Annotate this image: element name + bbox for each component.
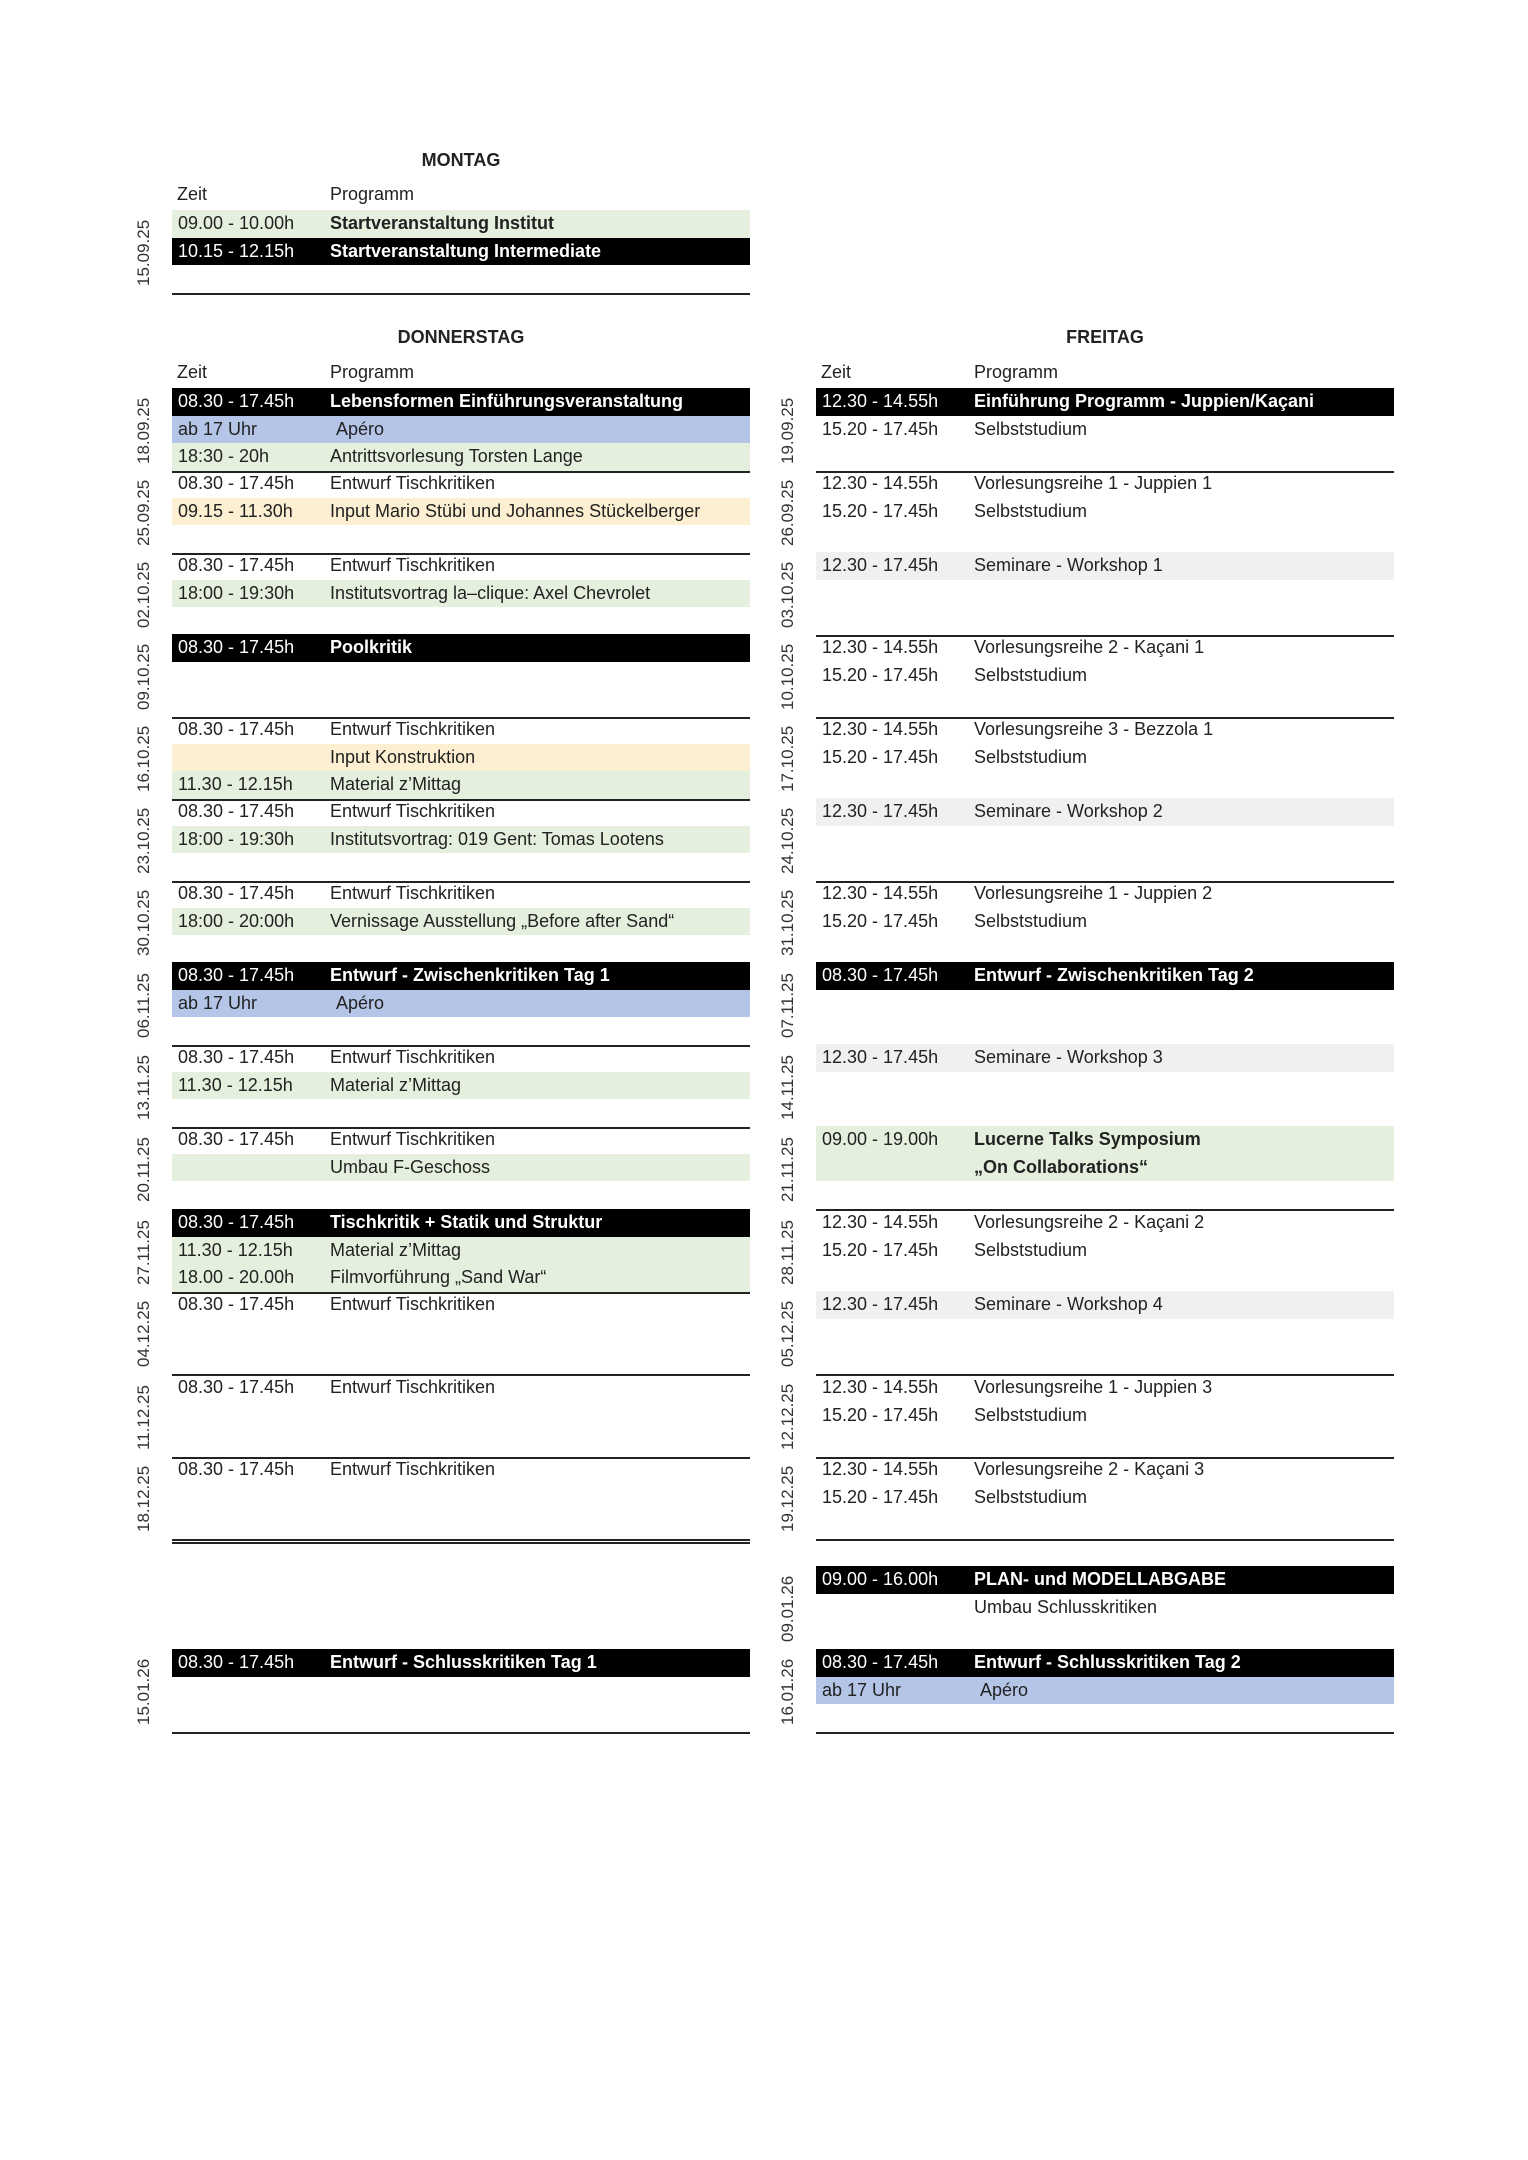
schedule-row <box>816 962 1394 990</box>
row-time: 08.30 - 17.45h <box>178 1459 295 1479</box>
day-date: 18.12.25 <box>134 1465 153 1532</box>
row-program: Vorlesungsreihe 3 - Bezzola 1 <box>974 719 1214 739</box>
row-time: 12.30 - 17.45h <box>822 801 939 821</box>
row-program: Vorlesungsreihe 2 - Kaçani 2 <box>974 1212 1205 1232</box>
day-block <box>172 1649 750 1677</box>
row-time: 08.30 - 17.45h <box>178 1294 295 1314</box>
row-time: 08.30 - 17.45h <box>178 719 295 739</box>
schedule-row <box>816 744 1394 772</box>
schedule-row <box>172 826 750 854</box>
row-program: Vorlesungsreihe 2 - Kaçani 3 <box>974 1459 1205 1479</box>
schedule-row <box>172 1126 750 1154</box>
day-date: 28.11.25 <box>778 1220 797 1285</box>
row-time: 15.20 - 17.45h <box>822 746 939 767</box>
row-time: 12.30 - 17.45h <box>822 555 939 575</box>
schedule-row <box>172 634 750 662</box>
day-block <box>816 1566 1394 1621</box>
day-block <box>816 470 1394 525</box>
row-program: Selbststudium <box>974 1486 1088 1507</box>
schedule-row <box>816 1044 1394 1072</box>
day-block <box>816 1044 1394 1072</box>
row-program: Selbststudium <box>974 1239 1088 1260</box>
day-block <box>172 634 750 662</box>
schedule-row <box>816 716 1394 744</box>
row-time: 10.15 - 12.15h <box>178 240 295 261</box>
day-date: 26.09.25 <box>778 479 797 546</box>
schedule-row <box>172 238 750 266</box>
row-program: Entwurf Tischkritiken <box>330 801 496 821</box>
schedule-row <box>172 210 750 238</box>
column-separator <box>172 1542 750 1544</box>
row-time: 08.30 - 17.45h <box>178 1129 295 1149</box>
row-time: 08.30 - 17.45h <box>178 391 295 411</box>
day-date: 12.12.25 <box>778 1383 797 1450</box>
row-time: 15.20 - 17.45h <box>822 500 939 521</box>
schedule-row <box>172 470 750 498</box>
day-date: 30.10.25 <box>134 889 153 956</box>
day-separator <box>816 1539 1394 1541</box>
day-date: 03.10.25 <box>778 561 797 628</box>
row-program: Startveranstaltung Institut <box>330 213 555 233</box>
freitag-col-time: Zeit <box>821 362 852 382</box>
row-time: 12.30 - 17.45h <box>822 1047 939 1067</box>
row-program: Seminare - Workshop 3 <box>974 1047 1163 1067</box>
schedule-row <box>172 498 750 526</box>
day-block <box>816 1291 1394 1319</box>
schedule-row <box>172 1209 750 1237</box>
row-time: 12.30 - 14.55h <box>822 883 939 903</box>
schedule-row <box>172 1044 750 1072</box>
row-time: 09.00 - 19.00h <box>822 1129 939 1149</box>
schedule-row <box>172 580 750 608</box>
schedule-row <box>816 1566 1394 1594</box>
day-date: 15.01.26 <box>134 1658 153 1725</box>
schedule-row <box>172 1456 750 1484</box>
day-block <box>816 880 1394 935</box>
row-time: 08.30 - 17.45h <box>822 1652 939 1672</box>
row-program: Entwurf Tischkritiken <box>330 555 496 575</box>
row-program: „On Collaborations“ <box>974 1156 1149 1177</box>
row-program: Selbststudium <box>974 1404 1088 1425</box>
day-block <box>172 1044 750 1099</box>
row-program: Umbau F-Geschoss <box>330 1156 491 1177</box>
schedule-row <box>816 552 1394 580</box>
schedule-row <box>816 1649 1394 1677</box>
day-date: 24.10.25 <box>778 807 797 874</box>
day-date: 14.11.25 <box>778 1055 797 1120</box>
row-program: Input Konstruktion <box>330 746 476 767</box>
day-date: 31.10.25 <box>778 889 797 956</box>
day-block <box>172 1126 750 1181</box>
row-time: 11.30 - 12.15h <box>178 774 293 794</box>
day-block <box>816 388 1394 443</box>
day-block <box>172 552 750 607</box>
row-program: Vorlesungsreihe 1 - Juppien 1 <box>974 473 1213 493</box>
schedule-row <box>816 1291 1394 1319</box>
day-block <box>172 962 750 1017</box>
row-time: 15.20 - 17.45h <box>822 1239 939 1260</box>
schedule-row <box>816 498 1394 526</box>
schedule-row <box>172 744 750 772</box>
day-date: 06.11.25 <box>134 973 153 1038</box>
row-program: Seminare - Workshop 4 <box>974 1294 1163 1314</box>
schedule-row <box>172 1374 750 1402</box>
row-program: Selbststudium <box>974 500 1088 521</box>
day-date: 05.12.25 <box>778 1300 797 1367</box>
schedule-row <box>172 880 750 908</box>
row-program: Material z’Mittag <box>330 1239 462 1260</box>
row-program: Vorlesungsreihe 1 - Juppien 2 <box>974 883 1213 903</box>
schedule-row <box>816 1209 1394 1237</box>
schedule-row <box>172 388 750 416</box>
day-block <box>816 716 1394 771</box>
row-time: ab 17 Uhr <box>178 418 258 439</box>
row-program: Institutsvortrag la–clique: Axel Chevrolet <box>330 582 651 603</box>
day-block <box>172 1291 750 1319</box>
day-block <box>816 552 1394 580</box>
day-block <box>816 1209 1394 1264</box>
row-program: Vorlesungsreihe 2 - Kaçani 1 <box>974 637 1205 657</box>
row-time: 08.30 - 17.45h <box>178 555 295 575</box>
day-date: 15.09.25 <box>134 219 153 286</box>
day-date: 18.09.25 <box>134 397 153 464</box>
row-program: Entwurf Tischkritiken <box>330 1294 496 1314</box>
day-date: 20.11.25 <box>134 1137 153 1202</box>
day-date: 07.11.25 <box>778 973 797 1038</box>
row-time: 09.00 - 10.00h <box>178 213 295 233</box>
row-time: 15.20 - 17.45h <box>822 1404 939 1425</box>
day-block <box>172 210 750 265</box>
row-program: Selbststudium <box>974 746 1088 767</box>
schedule-row <box>172 716 750 744</box>
schedule-row <box>816 1456 1394 1484</box>
row-program: Tischkritik + Statik und Struktur <box>330 1212 603 1232</box>
schedule-row <box>172 1264 750 1292</box>
row-program: Entwurf Tischkritiken <box>330 1129 496 1149</box>
schedule-row <box>172 1291 750 1319</box>
schedule-row <box>816 1484 1394 1512</box>
row-program: Entwurf - Schlusskritiken Tag 2 <box>974 1652 1241 1672</box>
row-program: Input Mario Stübi und Johannes Stückelberger <box>330 500 701 521</box>
row-program: Institutsvortrag: 019 Gent: Tomas Lootens <box>330 828 664 849</box>
row-time: 18:30 - 20h <box>178 446 270 466</box>
freitag-col-program: Programm <box>974 362 1059 382</box>
row-time: 08.30 - 17.45h <box>178 965 295 985</box>
day-date: 25.09.25 <box>134 479 153 546</box>
row-time: 08.30 - 17.45h <box>178 1377 295 1397</box>
day-block <box>172 470 750 525</box>
schedule-row <box>172 1154 750 1182</box>
schedule-row <box>816 1374 1394 1402</box>
row-time: ab 17 Uhr <box>822 1679 902 1700</box>
schedule-row <box>816 416 1394 444</box>
row-time: 18:00 - 19:30h <box>178 582 295 603</box>
row-time: 11.30 - 12.15h <box>178 1239 293 1260</box>
schedule-row <box>172 990 750 1018</box>
row-program: Vernissage Ausstellung „Before after Sand“ <box>330 910 675 931</box>
day-block <box>816 1374 1394 1429</box>
day-date: 11.12.25 <box>134 1385 153 1450</box>
day-date: 19.12.25 <box>778 1465 797 1532</box>
row-time: 12.30 - 14.55h <box>822 719 939 739</box>
row-program: Apéro <box>336 992 385 1013</box>
row-program: Material z’Mittag <box>330 1074 462 1095</box>
donnerstag-col-program: Programm <box>330 362 415 382</box>
row-program: Material z’Mittag <box>330 774 462 794</box>
day-date: 02.10.25 <box>134 561 153 628</box>
row-program: Entwurf - Zwischenkritiken Tag 2 <box>974 965 1254 985</box>
row-program: Entwurf - Zwischenkritiken Tag 1 <box>330 965 610 985</box>
row-program: Filmvorführung „Sand War“ <box>330 1267 547 1287</box>
day-block <box>172 388 750 471</box>
day-block <box>816 962 1394 990</box>
day-block <box>172 880 750 935</box>
schedule-row <box>172 1649 750 1677</box>
day-block <box>816 1649 1394 1704</box>
day-separator <box>172 1539 750 1541</box>
schedule-row <box>816 880 1394 908</box>
row-program: Startveranstaltung Intermediate <box>330 240 602 261</box>
day-date: 09.10.25 <box>134 643 153 710</box>
montag-col-program: Programm <box>330 184 415 204</box>
day-block <box>816 1126 1394 1181</box>
day-date: 10.10.25 <box>778 643 797 710</box>
schedule-row <box>172 443 750 471</box>
day-date: 19.09.25 <box>778 397 797 464</box>
schedule-row <box>816 1154 1394 1182</box>
schedule-row <box>816 908 1394 936</box>
row-program: Entwurf Tischkritiken <box>330 883 496 903</box>
row-program: Antrittsvorlesung Torsten Lange <box>330 446 583 466</box>
schedule-row <box>816 1237 1394 1265</box>
schedule-row <box>172 416 750 444</box>
day-block <box>172 716 750 799</box>
day-block <box>816 634 1394 689</box>
donnerstag-title: DONNERSTAG <box>397 327 525 347</box>
row-time: 12.30 - 14.55h <box>822 1377 939 1397</box>
schedule-row <box>172 1072 750 1100</box>
row-program: Einführung Programm - Juppien/Kaçani <box>974 391 1315 411</box>
row-time: 08.30 - 17.45h <box>178 801 295 821</box>
row-time: 12.30 - 14.55h <box>822 637 939 657</box>
row-program: Entwurf Tischkritiken <box>330 1377 496 1397</box>
day-date: 27.11.25 <box>134 1220 153 1285</box>
row-time: 12.30 - 14.55h <box>822 391 939 411</box>
row-time: 12.30 - 14.55h <box>822 473 939 493</box>
row-program: Poolkritik <box>330 637 413 657</box>
row-program: Lucerne Talks Symposium <box>974 1129 1201 1149</box>
row-time: ab 17 Uhr <box>178 992 258 1013</box>
day-date: 16.01.26 <box>778 1658 797 1725</box>
row-program: Selbststudium <box>974 664 1088 685</box>
schedule-row <box>816 388 1394 416</box>
row-time: 15.20 - 17.45h <box>822 1486 939 1507</box>
montag-title: MONTAG <box>421 150 501 170</box>
day-block <box>816 1456 1394 1511</box>
row-program: Selbststudium <box>974 910 1088 931</box>
day-date: 09.01.26 <box>778 1575 797 1642</box>
schedule-row <box>816 1594 1394 1622</box>
day-separator <box>816 1732 1394 1734</box>
row-program: Entwurf Tischkritiken <box>330 1047 496 1067</box>
schedule-row <box>816 798 1394 826</box>
row-time: 12.30 - 14.55h <box>822 1459 939 1479</box>
montag-col-time: Zeit <box>177 184 208 204</box>
row-time: 08.30 - 17.45h <box>178 1047 295 1067</box>
day-date: 21.11.25 <box>778 1137 797 1202</box>
row-time: 08.30 - 17.45h <box>178 473 295 493</box>
row-program: Apéro <box>336 418 385 439</box>
row-time: 08.30 - 17.45h <box>178 883 295 903</box>
schedule-row <box>816 634 1394 662</box>
schedule-row <box>816 1126 1394 1154</box>
schedule-row <box>816 1677 1394 1705</box>
row-time: 18:00 - 19:30h <box>178 828 295 849</box>
row-time: 18:00 - 20:00h <box>178 910 295 931</box>
day-date: 04.12.25 <box>134 1300 153 1367</box>
row-time: 08.30 - 17.45h <box>178 1652 295 1672</box>
schedule-row <box>816 662 1394 690</box>
day-block <box>172 1209 750 1292</box>
day-date: 13.11.25 <box>134 1055 153 1120</box>
day-block <box>172 798 750 853</box>
row-time: 18.00 - 20.00h <box>178 1267 295 1287</box>
row-time: 12.30 - 14.55h <box>822 1212 939 1232</box>
day-block <box>172 1456 750 1484</box>
schedule-row <box>172 771 750 799</box>
donnerstag-col-time: Zeit <box>177 362 208 382</box>
row-time: 15.20 - 17.45h <box>822 910 939 931</box>
schedule-row <box>172 908 750 936</box>
row-program: Vorlesungsreihe 1 - Juppien 3 <box>974 1377 1213 1397</box>
day-date: 17.10.25 <box>778 725 797 792</box>
row-program: PLAN- und MODELLABGABE <box>974 1569 1226 1589</box>
row-time: 09.00 - 16.00h <box>822 1569 939 1589</box>
row-time: 08.30 - 17.45h <box>178 1212 295 1232</box>
day-separator <box>172 293 750 295</box>
day-block <box>172 1374 750 1402</box>
row-program: Entwurf Tischkritiken <box>330 719 496 739</box>
schedule-row <box>172 962 750 990</box>
row-program: Apéro <box>980 1679 1029 1700</box>
schedule-row <box>172 1237 750 1265</box>
schedule-row <box>816 1402 1394 1430</box>
schedule-row <box>816 470 1394 498</box>
row-program: Entwurf Tischkritiken <box>330 473 496 493</box>
row-program: Lebensformen Einführungsveranstaltung <box>330 391 684 411</box>
day-block <box>816 798 1394 826</box>
row-program: Entwurf Tischkritiken <box>330 1459 496 1479</box>
row-program: Seminare - Workshop 1 <box>974 555 1163 575</box>
row-time: 15.20 - 17.45h <box>822 418 939 439</box>
row-time: 11.30 - 12.15h <box>178 1074 293 1095</box>
row-time: 12.30 - 17.45h <box>822 1294 939 1314</box>
row-program: Seminare - Workshop 2 <box>974 801 1163 821</box>
row-program: Selbststudium <box>974 418 1088 439</box>
day-date: 16.10.25 <box>134 725 153 792</box>
day-date: 23.10.25 <box>134 807 153 874</box>
schedule-row <box>172 552 750 580</box>
freitag-title: FREITAG <box>1066 327 1144 347</box>
day-separator <box>172 1732 750 1734</box>
row-time: 15.20 - 17.45h <box>822 664 939 685</box>
row-time: 08.30 - 17.45h <box>822 965 939 985</box>
row-program: Umbau Schlusskritiken <box>974 1596 1158 1617</box>
row-time: 08.30 - 17.45h <box>178 637 295 657</box>
row-time: 09.15 - 11.30h <box>178 500 293 521</box>
schedule-row <box>172 798 750 826</box>
row-program: Entwurf - Schlusskritiken Tag 1 <box>330 1652 597 1672</box>
